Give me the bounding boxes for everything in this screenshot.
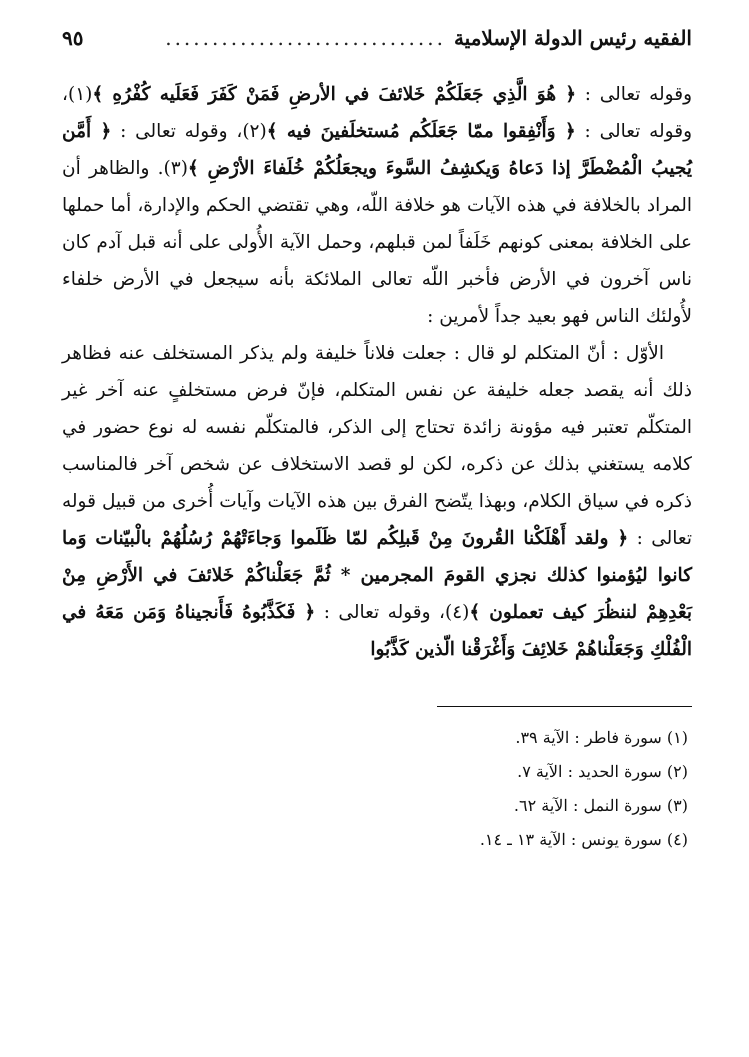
quran-verse: ﴿ ولقد أَهْلَكْنا القُرونَ مِنْ قَبلِكُم لمّا ظَلَموا وَجاءَتْهُمْ رُسُلُهُمْ بالْبيّنات وَما كانوا ليُؤمنوا كذلك نجزي القومَ المجرمين * ثُمَّ جَعَلْناكُمْ خَلائفَ في الأَرْضِ مِنْ بَعْدِهِمْ لننظُرَ كيف تعملون ﴾ — [62, 528, 692, 623]
footnote: (١) سورة فاطر : الآية ٣٩. — [515, 728, 688, 747]
footnote: (٤) سورة يونس : الآية ١٣ ـ ١٤. — [479, 830, 688, 849]
footnote: (٣) سورة النمل : الآية ٦٢. — [513, 796, 688, 815]
quran-verse: ﴿ فَكَذَّبُوهُ فَأَنجيناهُ وَمَن مَعَهُ في الْفُلْكِ وَجَعَلْناهُمْ خَلائِفَ وَأَغْرَقْنا الّذين كَذَّبُوا — [62, 602, 692, 660]
running-title: الفقيه رئيس الدولة الإسلامية — [453, 26, 692, 50]
main-text — [62, 76, 692, 668]
footnotes — [62, 721, 692, 857]
paragraph-1 — [62, 76, 692, 335]
text-run: (١)، وقوله تعالى : — [62, 84, 693, 142]
text-run: وقوله تعالى : — [576, 84, 693, 105]
book-page — [62, 26, 692, 857]
quran-verse: ﴿ وَأَنْفِقوا ممّا جَعَلَكُم مُستخلَفينَ فيه ﴾ — [266, 121, 576, 142]
paragraph-2 — [62, 335, 692, 668]
quran-verse: ﴿ هُوَ الَّذِي جَعَلَكُمْ خَلائفَ في الأرضِ فَمَنْ كَفَرَ فَعَلَيه كُفْرُهِ ﴾ — [92, 84, 577, 105]
text-run: (٣). والظاهر أن المراد بالخلافة في هذه الآيات هو خلافة اللّه، وهي تقتضي الحكم والإدارة، أما حملها على الخلافة بمعنى كونهم خَلَفاً لمن قبلهم، وحمل الآية الأُولى على أنه قبل آدم كان ناس آخرون في الأرض فأخبر اللّه تعالى الملائكة بأنه سيجعل في الأرض خلفاء لأُولئك الناس فهو بعيد جداً لأمرين : — [62, 158, 692, 327]
page-number: ٩٥ — [62, 26, 84, 50]
page-header — [62, 26, 692, 66]
footnote-divider — [437, 706, 692, 707]
footnote: (٢) سورة الحديد : الآية ٧. — [517, 762, 688, 781]
dot-leader: .............................. — [165, 26, 446, 50]
text-run: الأوّل : أنّ المتكلم لو قال : جعلت فلاناً خليفة ولم يذكر المستخلف عنه فظاهر ذلك أنه يقصد جعله خليفة عن نفس المتكلم، فإنّ فرض مستخلفٍ عنه آخر غير المتكلّم تعتبر فيه مؤونة زائدة تحتاج إلى الذكر، فالمتكلّم نفسه له نوع حضور في كلامه يستغني بذلك عن ذكره، لكن لو قصد الاستخلاف عن شخص آخر فالمناسب ذكره في سياق الكلام، وبهذا يتّضح الفرق بين هذه الآيات وآيات أُخرى من قبيل قوله تعالى : — [62, 343, 692, 549]
text-run: (٢)، وقوله تعالى : — [111, 121, 267, 142]
quran-verse: ﴿ أَمَّن يُجيبُ الْمُضْطَرَّ إذا دَعاهُ وَيكشِفُ السَّوءَ ويجعَلُكُمْ خُلَفاءَ الأرْضِ ﴾ — [62, 121, 692, 179]
text-run: (٤)، وقوله تعالى : — [315, 602, 470, 623]
